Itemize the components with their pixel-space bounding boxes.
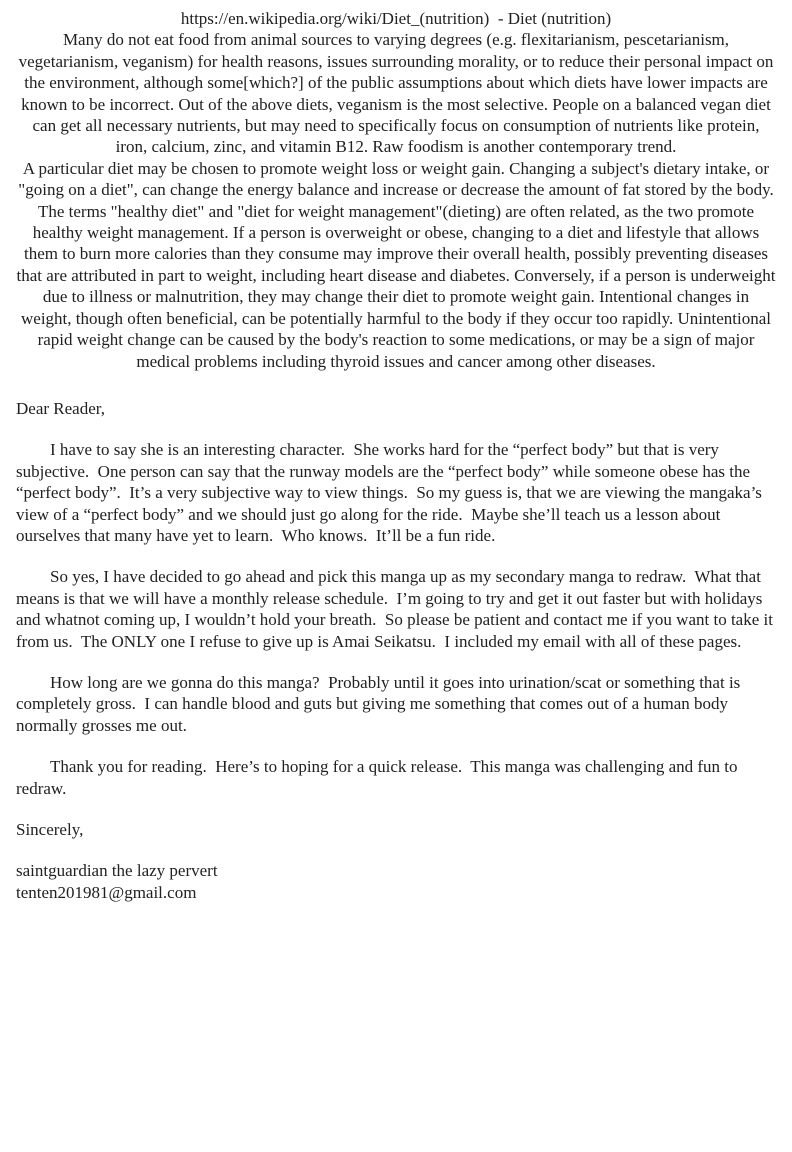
letter-paragraph-1: I have to say she is an interesting character. She works hard for the “perfect body” but that is very subjective. One person can say that the runway models are the “perfect body” while someone obese has the “perfect body”. It’s a very subjective way to view things. So my guess is, that we are viewing the mangaka’s view of a “perfect body” and we should just go along for the ride. Maybe she’ll teach us a lesson about ourselves that many have yet to learn. Who knows. It’ll be a fun ride. (16, 440, 767, 545)
letter-salutation: Dear Reader, (16, 398, 105, 418)
wikipedia-paragraph-1: Many do not eat food from animal sources to varying degrees (e.g. flexitarianism, pescetarianism, vegetarianism, veganism) for health reasons, issues surrounding morality, or to reduce their personal impact on the environment, although some[which?] of the public assumptions about which diets have lower impacts are known to be incorrect. Out of the above diets, veganism is the most selective. People on a balanced vegan diet can get all necessary nutrients, but may need to specifically focus on consumption of nutrients like protein, iron, calcium, zinc, and vitamin B12. Raw foodism is another contemporary trend. (18, 30, 778, 157)
letter-closing: Sincerely, (16, 820, 84, 839)
letter-paragraph-2: So yes, I have decided to go ahead and pick this manga up as my secondary manga to redraw. What that means is that we will have a monthly release schedule. I’m going to try and get it out faster but with holidays and whatnot coming up, I wouldn’t hold your breath. So please be patient and contact me if you want to take it from us. The ONLY one I refuse to give up is Amai Seikatsu. I included my email with all of these pages. (16, 567, 778, 651)
signature-email: tenten201981@gmail.com (16, 882, 197, 902)
wikipedia-paragraph-2: A particular diet may be chosen to promote weight loss or weight gain. Changing a subject's dietary intake, or "going on a diet", can change the energy balance and increase or decrease the amount of fat stored by the body. The terms "healthy diet" and "diet for weight management"(dieting) are often related, as the two promote healthy weight management. If a person is overweight or obese, changing to a diet and lifestyle that allows them to burn more calories than they consume may improve their overall health, possibly preventing diseases that are attributed in part to weight, including heart disease and diabetes. Conversely, if a person is underweight due to illness or malnutrition, they may change their diet to promote weight gain. Intentional changes in weight, though often beneficial, can be potentially harmful to the body if they occur too rapidly. Unintentional rapid weight change can be caused by the body's reaction to some medications, or may be a sign of major medical problems including thyroid issues and cancer among other diseases. (16, 158, 780, 371)
signature-block (16, 860, 776, 903)
translator-letter (16, 398, 776, 903)
source-url-line: https://en.wikipedia.org/wiki/Diet_(nutrition) - Diet (nutrition) (180, 9, 612, 28)
letter-paragraph-4: Thank you for reading. Here’s to hoping for a quick release. This manga was challenging and fun to redraw. (16, 757, 742, 798)
letter-paragraph-3: How long are we gonna do this manga? Probably until it goes into urination/scat or something that is completely gross. I can handle blood and guts but giving me something that comes out of a human body normally grosses me out. (16, 672, 745, 735)
wikipedia-excerpt (16, 8, 780, 372)
signature-name: saintguardian the lazy pervert (16, 861, 218, 881)
